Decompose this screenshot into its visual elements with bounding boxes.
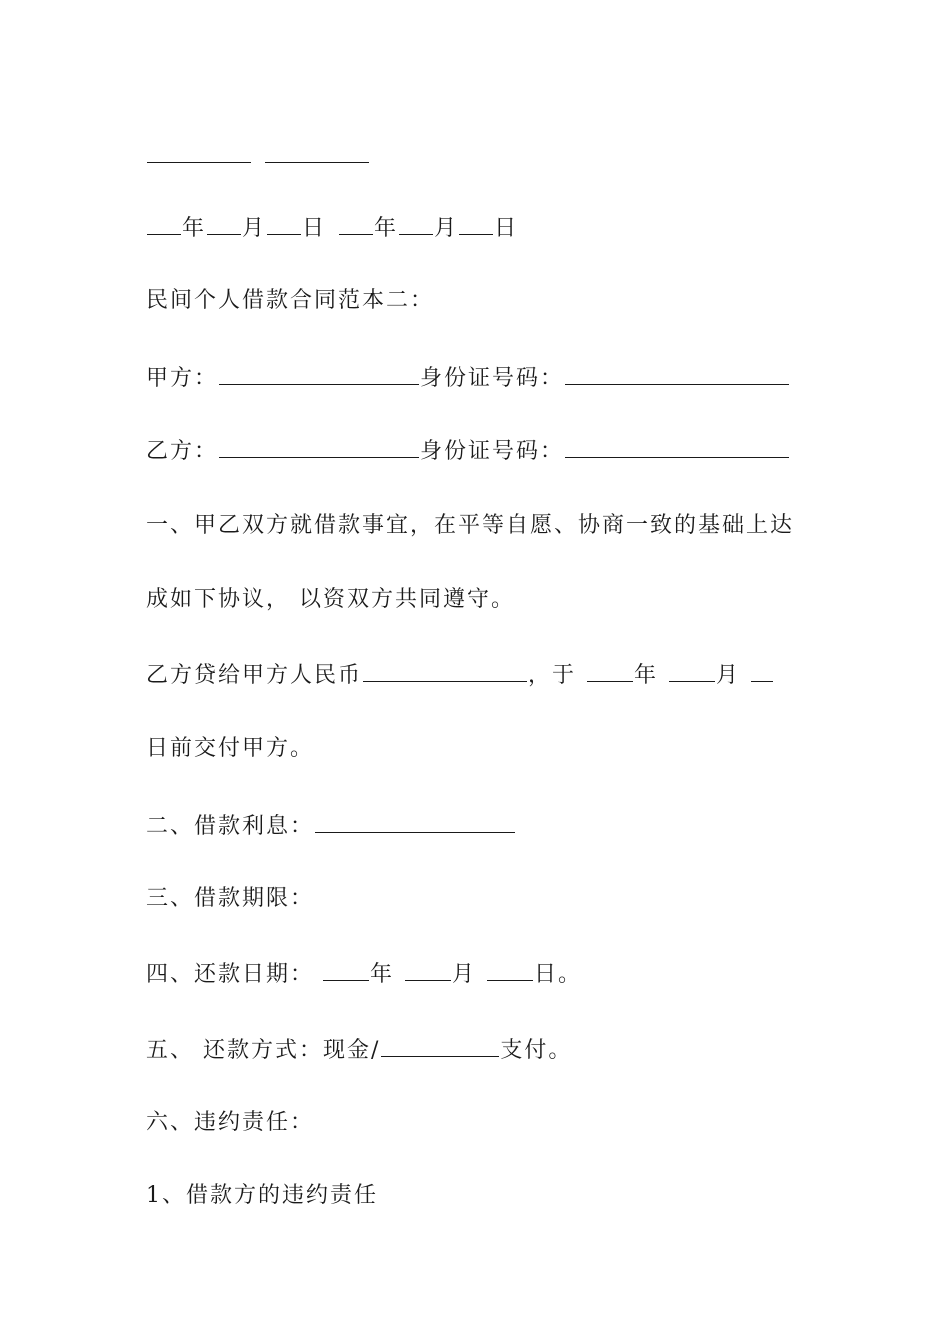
loan-prefix: 乙方贷给甲方人民币 [146,663,363,688]
clause-4-day-label: 日。 [534,962,583,987]
party-a-name-blank [219,362,419,385]
clause-1-line-1: 一、甲乙双方就借款事宜，在平等自愿、协商一致的基础上达 [146,513,795,538]
clause-2-label: 二、借款利息： [146,814,315,839]
clause-5-suffix: 支付。 [500,1038,573,1063]
clause-4-label: 四、还款日期： [146,962,315,987]
loan-sep: ，于 [528,663,577,688]
loan-year-label: 年 [634,663,659,688]
clause-2-row [146,810,516,842]
date-month-label-b: 月 [434,216,459,241]
date-day-label-a: 日 [302,216,327,241]
loan-month-label: 月 [716,663,741,688]
contract-heading: 民间个人借款合同范本二： [146,288,435,313]
party-b-label: 乙方： [146,439,219,464]
clause-4-month-label: 月 [452,962,477,987]
clause-4-year-label: 年 [370,962,395,987]
party-b-row [146,435,790,467]
date-row [146,212,518,244]
loan-amount-blank [363,659,527,682]
date-year-label-a: 年 [182,216,207,241]
party-b-id-blank [565,435,789,458]
loan-delivery-line: 日前交付甲方。 [146,736,315,761]
party-b-id-label: 身份证号码： [420,439,565,464]
clause-6-label: 六、违约责任： [146,1110,315,1135]
party-a-id-blank [565,362,789,385]
signature-blanks-row [146,140,370,172]
clause-1-line-2: 成如下协议， 以资双方共同遵守。 [146,587,515,612]
party-a-id-label: 身份证号码： [420,366,565,391]
date-month-label-a: 月 [242,216,267,241]
signature-blank-b [265,140,369,163]
clause-4-row [146,958,582,990]
item-1-label: 1、借款方的违约责任 [146,1183,378,1208]
signature-blank-a [147,140,251,163]
clause-5-row [146,1034,572,1066]
party-b-name-blank [219,435,419,458]
date-year-label-b: 年 [374,216,399,241]
interest-blank [315,810,515,833]
party-a-row [146,362,790,394]
clause-3-label: 三、借款期限： [146,886,315,911]
clause-5-label: 五、 还款方式：现金/ [146,1038,381,1063]
loan-amount-row [146,659,774,691]
party-a-label: 甲方： [146,366,219,391]
date-day-label-b: 日 [494,216,519,241]
payment-method-blank [381,1034,499,1057]
